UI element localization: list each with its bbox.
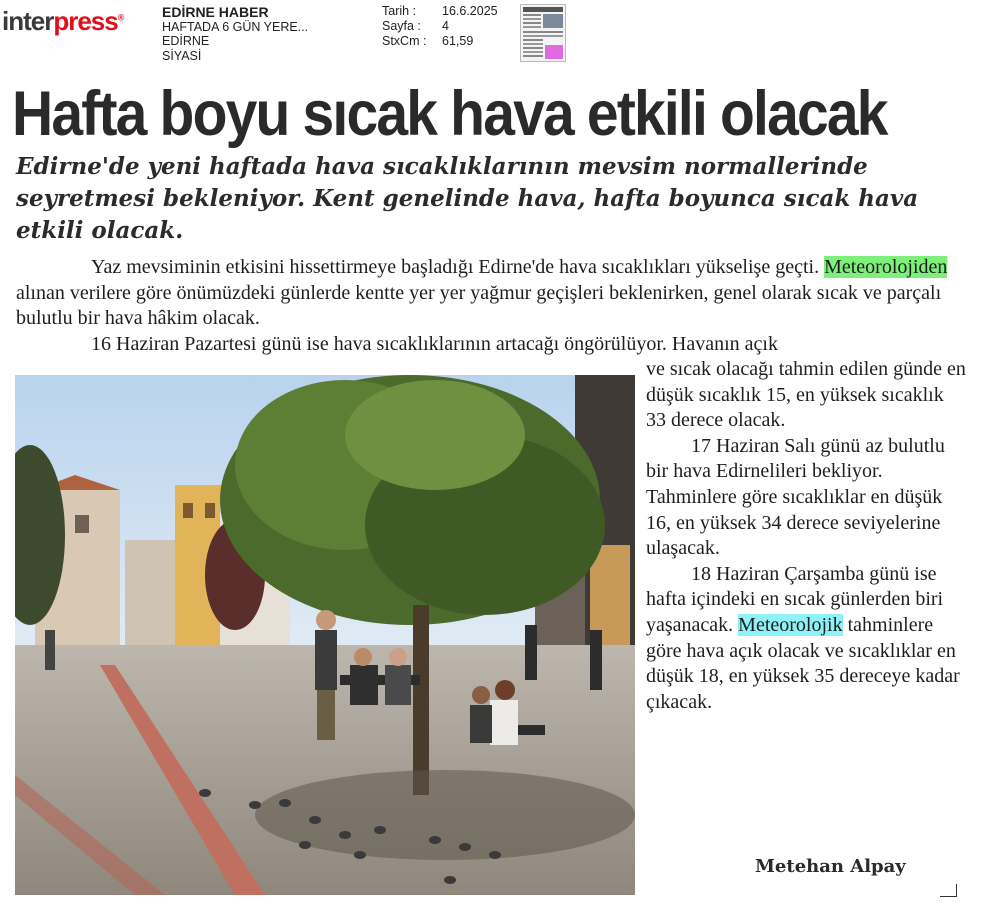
meta-row-date — [382, 4, 498, 19]
publication-city: EDİRNE — [162, 34, 210, 48]
article-short-title: HAFTADA 6 GÜN YERE... — [162, 19, 309, 34]
logo-text: inter — [2, 6, 54, 36]
article-body-right — [646, 357, 966, 715]
clipping-meta — [382, 4, 498, 49]
meta-value: 61,59 — [442, 34, 474, 48]
page-thumbnail[interactable] — [520, 4, 566, 62]
text-run: 18 Haziran Çarşamba günü ise hafta içindeki en sıcak günlerden biri yaşanacak. — [646, 562, 944, 636]
highlight-keyword: Meteorolojik — [738, 613, 843, 636]
meta-key: Sayfa : — [382, 19, 421, 33]
paragraph-2-rest: ve sıcak olacağı tahmin edilen günde en düşük sıcaklık 15, en yüksek sıcaklık 33 derece olacak. — [646, 358, 966, 432]
article-photo — [15, 375, 635, 895]
spot-text: Edirne'de yeni haftada hava sıcaklıklarının mevsim normallerinde seyretmesi bekleniyor. Kent genelinde hava, hafta boyunca sıcak hava etkili olacak. — [16, 153, 919, 244]
page-corner-mark — [940, 884, 957, 897]
paragraph-3: 17 Haziran Salı günü az bulutlu bir hava Edirnelileri bekliyor. Tahminlere göre sıcaklıklar en düşük 16, en yüksek 34 derece seviyelerine ulaşacak. — [646, 434, 945, 560]
highlight-keyword: Meteorolojiden — [824, 256, 948, 278]
publication-info — [162, 5, 308, 63]
paragraph-4 — [646, 562, 966, 716]
text-run: Yaz mevsiminin etkisini hissettirmeye başladığı Edirne'de hava sıcaklıkları yükselişe geçti. — [91, 256, 825, 278]
publication-name: EDİRNE HABER — [162, 4, 269, 20]
meta-value: 4 — [442, 19, 449, 33]
paragraph-2-line1: 16 Haziran Pazartesi günü ise hava sıcaklıklarının artacağı öngörülüyor. Havanın açık — [91, 332, 778, 355]
meta-key: StxCm : — [382, 34, 427, 48]
interpress-logo: interpress® — [2, 6, 124, 36]
meta-key: Tarih : — [382, 4, 417, 18]
publication-category: SİYASİ — [162, 48, 202, 63]
meta-row-stxcm — [382, 34, 498, 49]
byline: Metehan Alpay — [755, 856, 906, 877]
logo-accent: press — [53, 6, 118, 36]
article-body-top — [16, 255, 958, 357]
street-photo — [15, 375, 635, 895]
meta-value: 16.6.2025 — [442, 4, 498, 18]
page-thumbnail-image — [521, 5, 565, 61]
paragraph-1 — [16, 255, 958, 332]
text-run: tahminlere göre hava açık olacak ve sıcaklıklar en düşük 18, en yüksek 35 dereceye kadar çıkacak. — [646, 613, 960, 713]
meta-row-page — [382, 19, 498, 34]
text-run: alınan verilere göre önümüzdeki günlerde kentte yer yer yağmur geçişleri beklenirken, genel olarak sıcak ve parçalı bulutlu bir hava hâkim olacak. — [16, 281, 942, 330]
headline: Hafta boyu sıcak hava etkili olacak — [12, 79, 887, 149]
